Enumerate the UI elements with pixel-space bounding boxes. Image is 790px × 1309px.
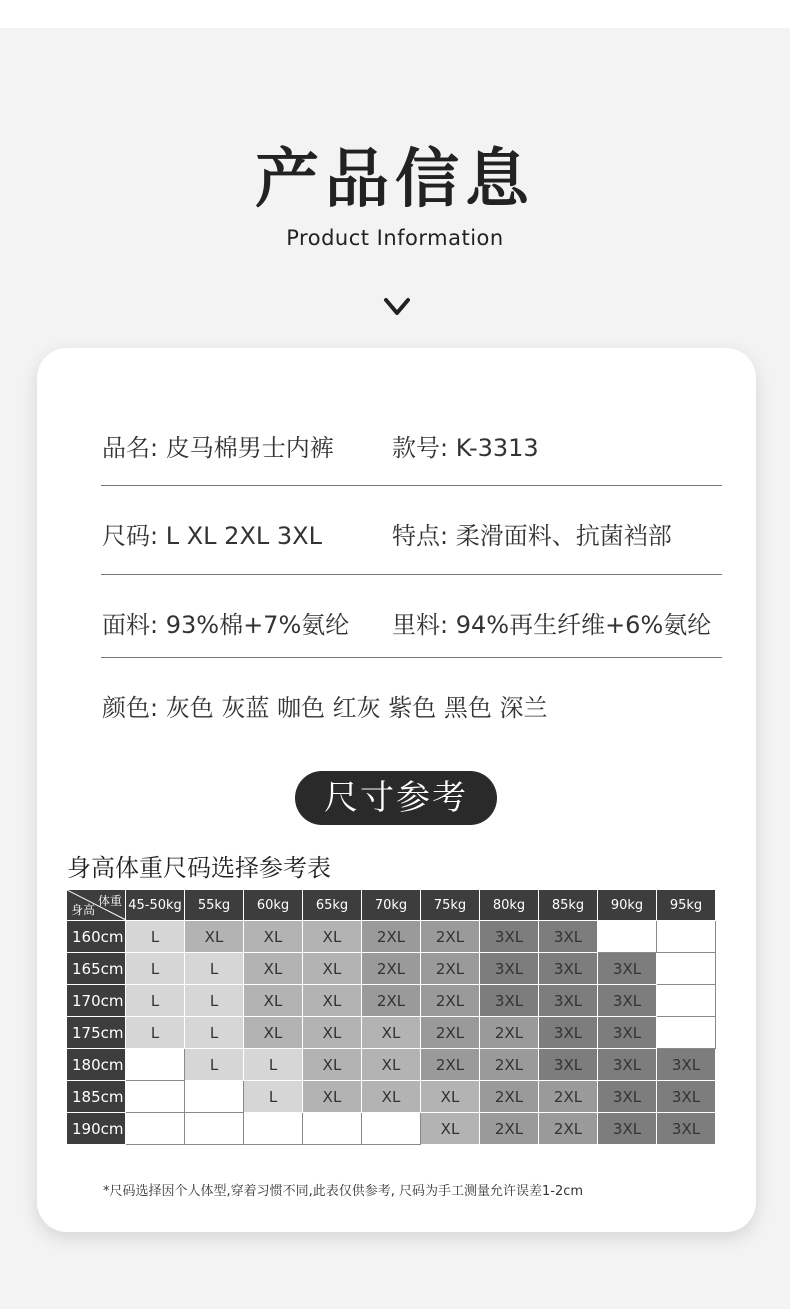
size-cell: 3XL xyxy=(598,953,657,985)
page-subtitle: Product Information xyxy=(286,226,504,250)
weight-header-cell: 70kg xyxy=(362,890,421,921)
table-row xyxy=(67,1113,716,1145)
size-cell: L xyxy=(126,953,185,985)
weight-header-cell: 65kg xyxy=(303,890,362,921)
empty-cell xyxy=(126,1081,185,1113)
weight-header-cell: 90kg xyxy=(598,890,657,921)
empty-cell xyxy=(657,1017,716,1049)
info-row-color xyxy=(102,688,548,723)
info-row-name xyxy=(102,428,539,463)
size-cell: 2XL xyxy=(480,1049,539,1081)
height-header-cell: 165cm xyxy=(67,953,126,985)
size-cell: L xyxy=(185,1017,244,1049)
empty-cell xyxy=(185,1081,244,1113)
info-row-size xyxy=(102,516,672,551)
size-cell: XL xyxy=(244,953,303,985)
weight-header-cell: 60kg xyxy=(244,890,303,921)
style-field xyxy=(392,428,539,463)
size-reference-pill: 尺寸参考 xyxy=(295,771,497,825)
size-cell: 2XL xyxy=(421,1017,480,1049)
empty-cell xyxy=(303,1113,362,1145)
lining-label: 里料: xyxy=(392,611,449,639)
table-row xyxy=(67,1049,716,1081)
height-header-cell: 190cm xyxy=(67,1113,126,1145)
table-row xyxy=(67,921,716,953)
size-cell: 2XL xyxy=(539,1113,598,1145)
size-cell: XL xyxy=(185,921,244,953)
size-cell: 2XL xyxy=(480,1081,539,1113)
size-cell: 2XL xyxy=(539,1081,598,1113)
size-cell: 3XL xyxy=(539,1017,598,1049)
corner-weight-label: 体重 xyxy=(97,894,122,908)
size-cell: XL xyxy=(303,985,362,1017)
table-header-row xyxy=(67,890,716,921)
size-cell: L xyxy=(126,921,185,953)
size-cell: XL xyxy=(303,1017,362,1049)
empty-cell xyxy=(126,1113,185,1145)
size-table xyxy=(66,889,716,1145)
size-cell: L xyxy=(185,1049,244,1081)
size-cell: L xyxy=(244,1049,303,1081)
size-cell: XL xyxy=(421,1081,480,1113)
table-row xyxy=(67,953,716,985)
size-cell: 2XL xyxy=(362,985,421,1017)
empty-cell xyxy=(598,921,657,953)
size-cell: L xyxy=(126,1017,185,1049)
corner-height-label: 身高 xyxy=(71,903,96,917)
height-header-cell: 175cm xyxy=(67,1017,126,1049)
size-cell: 3XL xyxy=(598,1017,657,1049)
size-cell: XL xyxy=(421,1113,480,1145)
size-cell: 3XL xyxy=(657,1113,716,1145)
weight-header-cell: 85kg xyxy=(539,890,598,921)
size-cell: 3XL xyxy=(598,1081,657,1113)
size-cell: 3XL xyxy=(480,953,539,985)
size-cell: L xyxy=(185,953,244,985)
size-cell: 3XL xyxy=(539,1049,598,1081)
size-cell: XL xyxy=(303,921,362,953)
size-cell: 2XL xyxy=(421,1049,480,1081)
top-strip xyxy=(0,0,790,28)
empty-cell xyxy=(126,1049,185,1081)
size-cell: 3XL xyxy=(598,1049,657,1081)
size-value: L XL 2XL 3XL xyxy=(165,522,322,550)
size-cell: XL xyxy=(244,921,303,953)
divider xyxy=(101,657,722,658)
table-row xyxy=(67,1081,716,1113)
table-row xyxy=(67,985,716,1017)
size-cell: 2XL xyxy=(480,1113,539,1145)
size-cell: 2XL xyxy=(421,985,480,1017)
empty-cell xyxy=(657,953,716,985)
size-note: *尺码选择因个人体型,穿着习惯不同,此表仅供参考, 尺码为手工测量允许误差1-2cm xyxy=(103,1184,584,1199)
empty-cell xyxy=(185,1113,244,1145)
size-cell: 2XL xyxy=(362,953,421,985)
size-cell: 3XL xyxy=(598,985,657,1017)
weight-header-cell: 80kg xyxy=(480,890,539,921)
info-row-fabric xyxy=(102,605,712,640)
chevron-down-icon xyxy=(383,296,411,318)
size-cell: 2XL xyxy=(480,1017,539,1049)
size-cell: 3XL xyxy=(657,1081,716,1113)
color-value: 灰色 灰蓝 咖色 红灰 紫色 黑色 深兰 xyxy=(165,694,548,722)
feature-value: 柔滑面料、抗菌裆部 xyxy=(455,522,672,550)
size-cell: 3XL xyxy=(539,953,598,985)
size-cell: 3XL xyxy=(539,985,598,1017)
lining-field xyxy=(392,605,711,640)
size-cell: 2XL xyxy=(421,953,480,985)
height-header-cell: 180cm xyxy=(67,1049,126,1081)
style-label: 款号: xyxy=(392,434,449,462)
size-cell: XL xyxy=(362,1081,421,1113)
size-label: 尺码: xyxy=(102,522,159,550)
height-header-cell: 170cm xyxy=(67,985,126,1017)
size-cell: 3XL xyxy=(657,1049,716,1081)
height-header-cell: 160cm xyxy=(67,921,126,953)
size-cell: 2XL xyxy=(362,921,421,953)
name-label: 品名: xyxy=(102,434,159,462)
size-cell: 2XL xyxy=(421,921,480,953)
size-table-title: 身高体重尺码选择参考表 xyxy=(67,854,331,882)
empty-cell xyxy=(657,985,716,1017)
divider xyxy=(101,574,722,575)
lining-value: 94%再生纤维+6%氨纶 xyxy=(455,611,712,639)
size-cell: XL xyxy=(303,953,362,985)
size-cell: 3XL xyxy=(598,1113,657,1145)
fabric-label: 面料: xyxy=(102,611,159,639)
product-info-card xyxy=(37,348,756,1232)
size-cell: XL xyxy=(303,1081,362,1113)
divider xyxy=(101,485,722,486)
size-cell: 3XL xyxy=(539,921,598,953)
size-cell: XL xyxy=(244,1017,303,1049)
size-cell: L xyxy=(126,985,185,1017)
size-cell: XL xyxy=(244,985,303,1017)
weight-header-cell: 55kg xyxy=(185,890,244,921)
color-label: 颜色: xyxy=(102,694,159,722)
feature-label: 特点: xyxy=(392,522,449,550)
table-corner-cell xyxy=(67,890,126,921)
size-cell: L xyxy=(185,985,244,1017)
size-cell: 3XL xyxy=(480,921,539,953)
feature-field xyxy=(392,516,672,551)
empty-cell xyxy=(362,1113,421,1145)
weight-header-cell: 45-50kg xyxy=(126,890,185,921)
size-cell: XL xyxy=(303,1049,362,1081)
empty-cell xyxy=(657,921,716,953)
style-value: K-3313 xyxy=(455,434,539,462)
height-header-cell: 185cm xyxy=(67,1081,126,1113)
weight-header-cell: 95kg xyxy=(657,890,716,921)
size-cell: XL xyxy=(362,1017,421,1049)
fabric-value: 93%棉+7%氨纶 xyxy=(165,611,350,639)
page-title: 产品信息 xyxy=(255,143,535,217)
size-cell: XL xyxy=(362,1049,421,1081)
size-cell: 3XL xyxy=(480,985,539,1017)
weight-header-cell: 75kg xyxy=(421,890,480,921)
empty-cell xyxy=(244,1113,303,1145)
name-value: 皮马棉男士内裤 xyxy=(165,434,334,462)
table-row xyxy=(67,1017,716,1049)
size-cell: L xyxy=(244,1081,303,1113)
